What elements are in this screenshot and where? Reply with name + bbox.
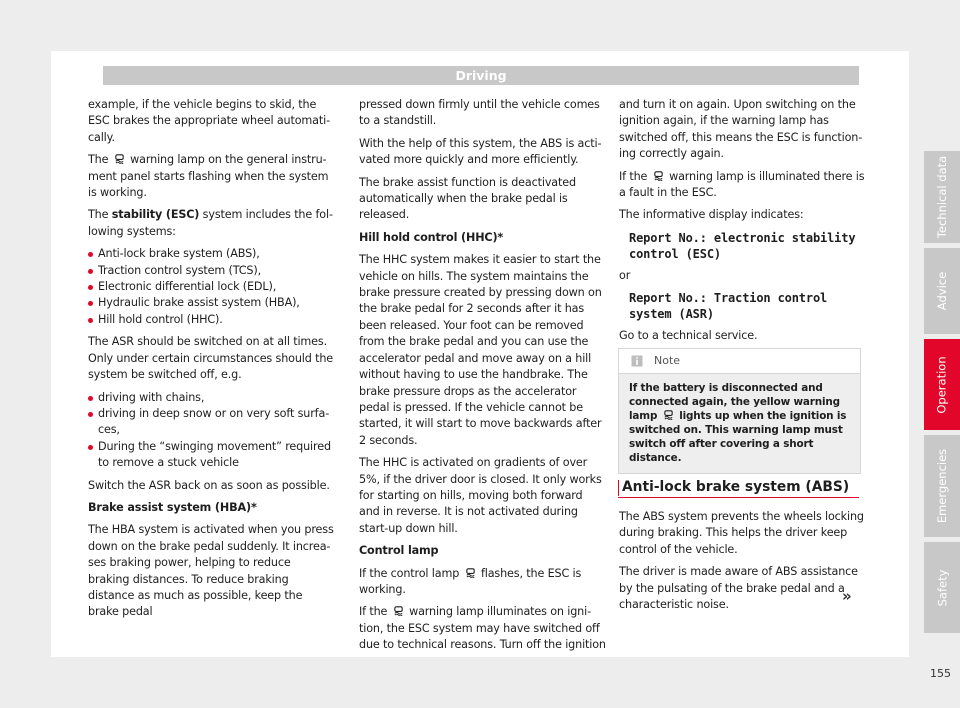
note-box <box>618 348 861 474</box>
col2-paragraph: pressed down firmly until the vehicle comes to a standstill. <box>359 98 600 128</box>
hhc-heading: Hill hold control (HHC)* <box>359 230 504 244</box>
tab-technical-data[interactable]: Technical data <box>924 151 960 243</box>
col2-paragraph: If the control lamp flashes, the ESC is working. <box>359 566 582 596</box>
col2-paragraph: If the warning lamp illuminates on ignition, the ESC system may have switched off due to technical reasons. Turn off the ignition <box>359 605 606 652</box>
abs-bold-phrase: by the pulsating of the brake pedal <box>619 581 811 595</box>
column-2 <box>359 97 606 660</box>
page-header <box>103 66 859 85</box>
col1-paragraph: The warning lamp on the general instrument panel starts flashing when the system is working. <box>88 153 329 200</box>
tab-safety[interactable]: Safety <box>924 542 960 633</box>
esc-systems-list <box>88 246 335 328</box>
continue-arrow-icon: » <box>842 587 852 605</box>
note-label: Note <box>654 354 681 367</box>
info-icon <box>631 355 643 367</box>
list-item: Electronic differential lock (EDL), <box>88 279 335 295</box>
esc-warning-lamp-icon <box>653 170 664 181</box>
manual-page <box>51 51 951 680</box>
section-divider <box>618 497 859 498</box>
col3-paragraph: If the warning lamp is illuminated there is a fault in the ESC. <box>619 169 865 200</box>
tab-advice[interactable]: Advice <box>924 248 960 334</box>
section-marker <box>618 480 619 496</box>
hba-heading: Brake assist system (HBA)* <box>88 500 257 514</box>
column-3 <box>619 97 866 351</box>
display-message-esc: Report No.: electronic stability control (ESC) <box>629 230 856 261</box>
col2-paragraph: The brake assist function is deactivated automatically when the brake pedal is released. <box>359 175 576 222</box>
asr-switch-off-list <box>88 390 335 472</box>
esc-warning-lamp-icon <box>393 605 404 616</box>
abs-section-title: Anti-lock brake system (ABS) <box>622 479 850 495</box>
display-message-asr: Report No.: Traction control system (ASR) <box>629 291 828 322</box>
esc-warning-lamp-icon <box>465 567 476 578</box>
list-item: Hydraulic brake assist system (HBA), <box>88 295 335 311</box>
esc-warning-lamp-icon <box>663 409 674 420</box>
list-item: driving with chains, <box>88 390 335 406</box>
stability-esc-bold: stability (ESC) <box>111 208 200 222</box>
control-lamp-heading: Control lamp <box>359 544 439 558</box>
page-number: 155 <box>930 667 951 680</box>
list-item: Hill hold control (HHC). <box>88 312 335 328</box>
col3-paragraph: The informative display indicates: <box>619 208 804 222</box>
col1-paragraph: The stability (ESC) system includes the following systems: <box>88 208 333 238</box>
col1-paragraph: The HBA system is activated when you press down on the brake pedal suddenly. It increases braking power, helping to reduce braking distances. To reduce braking distance as much as possible, keep the brake pedal <box>88 523 334 619</box>
tab-emergencies[interactable]: Emergencies <box>924 435 960 537</box>
abs-paragraph: The ABS system prevents the wheels locking during braking. This helps the driver keep control of the vehicle. <box>619 510 864 556</box>
list-item: driving in deep snow or on very soft surfaces, <box>88 406 335 439</box>
col3-paragraph: and turn it on again. Upon switching on the ignition again, if the warning lamp has switched off, this means the ESC is functioning correctly again. <box>619 98 863 161</box>
col1-paragraph: Switch the ASR back on as soon as possible. <box>88 478 330 492</box>
note-header <box>619 349 860 374</box>
abs-section-body <box>619 509 866 619</box>
or-text: or <box>619 268 631 282</box>
esc-warning-lamp-icon <box>114 153 125 164</box>
column-1 <box>88 97 335 627</box>
abs-paragraph: The driver is made aware of ABS assistance by the pulsating of the brake pedal and a characteristic noise. <box>619 565 858 612</box>
col1-paragraph: The ASR should be switched on at all times. Only under certain circumstances should the system be switched off, e.g. <box>88 335 333 382</box>
col2-paragraph: The HHC is activated on gradients of over 5%, if the driver door is closed. It only works for starting on hills, moving both forward and in reverse. It is not activated during start-up down hill. <box>359 456 602 535</box>
col2-paragraph: The HHC system makes it easier to start the vehicle on hills. The system maintains the brake pressure created by pressing down on the brake pedal for 2 seconds after it has been released. Your foot can be removed from the brake pedal and you can use the accelerator pedal and move away on a hill without having to use the handbrake. The brake pressure drops as the accelerator pedal is pressed. If the vehicle cannot be started, it will start to move backwards after 2 seconds. <box>359 253 602 447</box>
col3-paragraph: Go to a technical service. <box>619 329 758 343</box>
note-text: If the battery is disconnected and connected again, the yellow warning lamp lights up when the ignition is switched on. This warning lamp must switch off after covering a short distance. <box>619 374 860 473</box>
list-item: Traction control system (TCS), <box>88 263 335 279</box>
list-item: During the “swinging movement” required to remove a stuck vehicle <box>88 439 335 472</box>
col1-paragraph: example, if the vehicle begins to skid, the ESC brakes the appropriate wheel automatically. <box>88 98 331 144</box>
col2-paragraph: With the help of this system, the ABS is activated more quickly and more efficiently. <box>359 136 602 167</box>
list-item: Anti-lock brake system (ABS), <box>88 246 335 262</box>
header-title: Driving <box>455 68 507 83</box>
tab-operation[interactable]: Operation <box>924 339 960 430</box>
